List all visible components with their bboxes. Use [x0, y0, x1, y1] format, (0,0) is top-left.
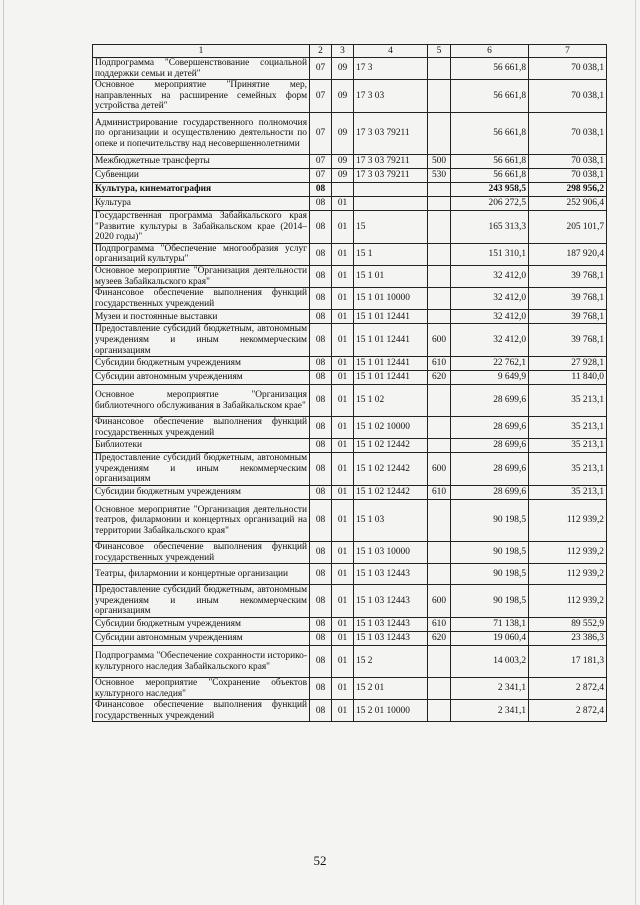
amount-2019-cell: 14 003,2 — [451, 646, 529, 678]
row-name-cell: Основное мероприятие "Принятие мер, направленных на расширение семейных форм устройства детей" — [93, 80, 310, 113]
amount-2019-cell: 206 272,5 — [451, 196, 529, 210]
amount-2020-cell: 70 038,1 — [529, 80, 607, 113]
section-code-cell: 01 — [332, 453, 354, 486]
expense-type-cell — [428, 439, 451, 453]
expense-type-cell — [428, 417, 451, 439]
target-article-cell: 15 1 01 12441 — [354, 371, 428, 385]
target-article-cell: 17 3 — [354, 58, 428, 80]
table-row — [93, 310, 607, 324]
grbs-code-cell: 08 — [310, 265, 332, 287]
grbs-code-cell: 08 — [310, 700, 332, 722]
amount-2020-cell: 35 213,1 — [529, 486, 607, 500]
amount-2019-cell: 56 661,8 — [451, 80, 529, 113]
target-article-cell — [354, 196, 428, 210]
amount-2019-cell: 56 661,8 — [451, 58, 529, 80]
grbs-code-cell: 08 — [310, 439, 332, 453]
expense-type-cell — [428, 542, 451, 564]
expense-type-cell: 500 — [428, 154, 451, 168]
table-row — [93, 210, 607, 243]
amount-2019-cell: 28 699,6 — [451, 417, 529, 439]
grbs-code-cell: 08 — [310, 646, 332, 678]
grbs-code-cell: 07 — [310, 168, 332, 182]
grbs-code-cell: 07 — [310, 58, 332, 80]
row-name-cell: Финансовое обеспечение выполнения функций государственных учреждений — [93, 417, 310, 439]
row-name-cell: Финансовое обеспечение выполнения функций государственных учреждений — [93, 288, 310, 310]
table-row — [93, 678, 607, 700]
row-name-cell: Субсидии бюджетным учреждениям — [93, 486, 310, 500]
section-code-cell: 01 — [332, 500, 354, 542]
amount-2019-cell: 28 699,6 — [451, 453, 529, 486]
table-row — [93, 500, 607, 542]
amount-2019-cell: 243 958,5 — [451, 182, 529, 196]
amount-2020-cell: 112 939,2 — [529, 500, 607, 542]
table-row — [93, 154, 607, 168]
target-article-cell: 15 1 02 12442 — [354, 486, 428, 500]
page-edge — [635, 0, 636, 905]
target-article-cell: 15 2 — [354, 646, 428, 678]
expense-type-cell: 610 — [428, 486, 451, 500]
target-article-cell: 15 1 03 12443 — [354, 618, 428, 632]
row-name-cell: Субвенции — [93, 168, 310, 182]
target-article-cell: 15 1 03 12443 — [354, 564, 428, 585]
grbs-code-cell: 08 — [310, 371, 332, 385]
amount-2020-cell: 70 038,1 — [529, 168, 607, 182]
expense-type-cell — [428, 210, 451, 243]
section-code-cell: 01 — [332, 196, 354, 210]
grbs-code-cell: 07 — [310, 80, 332, 113]
section-code-cell — [332, 182, 354, 196]
table-row — [93, 58, 607, 80]
amount-2020-cell: 2 872,4 — [529, 700, 607, 722]
table-row — [93, 385, 607, 417]
amount-2020-cell: 2 872,4 — [529, 678, 607, 700]
expense-type-cell: 600 — [428, 585, 451, 618]
amount-2019-cell: 32 412,0 — [451, 310, 529, 324]
row-name-cell: Государственная программа Забайкальского края "Развитие культуры в Забайкальском крае (2014–2020 годы)" — [93, 210, 310, 243]
section-code-cell: 01 — [332, 585, 354, 618]
row-name-cell: Предоставление субсидий бюджетным, автономным учреждениям и иным некоммерческим организациям — [93, 453, 310, 486]
row-name-cell: Субсидии автономным учреждениям — [93, 371, 310, 385]
amount-2020-cell: 39 768,1 — [529, 324, 607, 357]
target-article-cell: 15 1 01 — [354, 265, 428, 287]
expense-type-cell: 600 — [428, 453, 451, 486]
amount-2020-cell: 17 181,3 — [529, 646, 607, 678]
row-name-cell: Основное мероприятие "Организация деятельности музеев Забайкальского края" — [93, 265, 310, 287]
table-row — [93, 168, 607, 182]
section-code-cell: 01 — [332, 542, 354, 564]
page-edge — [3, 0, 4, 905]
section-code-cell: 09 — [332, 154, 354, 168]
amount-2020-cell: 39 768,1 — [529, 265, 607, 287]
grbs-code-cell: 08 — [310, 182, 332, 196]
target-article-cell: 17 3 03 79211 — [354, 154, 428, 168]
table-row — [93, 417, 607, 439]
amount-2020-cell: 70 038,1 — [529, 112, 607, 154]
expense-type-cell — [428, 646, 451, 678]
table-row — [93, 196, 607, 210]
row-name-cell: Подпрограмма "Обеспечение многообразия услуг организаций культуры" — [93, 243, 310, 265]
row-name-cell: Подпрограмма "Совершенствование социальной поддержки семьи и детей" — [93, 58, 310, 80]
section-code-cell: 09 — [332, 58, 354, 80]
expense-type-cell — [428, 385, 451, 417]
grbs-code-cell: 07 — [310, 154, 332, 168]
section-code-cell: 09 — [332, 168, 354, 182]
amount-2019-cell: 32 412,0 — [451, 265, 529, 287]
target-article-cell: 15 1 03 10000 — [354, 542, 428, 564]
expense-type-cell — [428, 112, 451, 154]
table-row — [93, 112, 607, 154]
target-article-cell: 15 1 02 10000 — [354, 417, 428, 439]
amount-2020-cell: 187 920,4 — [529, 243, 607, 265]
amount-2020-cell: 39 768,1 — [529, 310, 607, 324]
amount-2019-cell: 56 661,8 — [451, 168, 529, 182]
column-header: 6 — [451, 45, 529, 58]
grbs-code-cell: 08 — [310, 678, 332, 700]
section-code-cell: 09 — [332, 112, 354, 154]
section-code-cell: 01 — [332, 439, 354, 453]
row-name-cell: Субсидии автономным учреждениям — [93, 632, 310, 646]
target-article-cell: 15 1 — [354, 243, 428, 265]
row-name-cell: Библиотеки — [93, 439, 310, 453]
amount-2019-cell: 28 699,6 — [451, 486, 529, 500]
table-row — [93, 564, 607, 585]
section-code-cell: 09 — [332, 80, 354, 113]
amount-2020-cell: 112 939,2 — [529, 585, 607, 618]
table-row — [93, 700, 607, 722]
amount-2020-cell: 39 768,1 — [529, 288, 607, 310]
row-name-cell: Субсидии бюджетным учреждениям — [93, 618, 310, 632]
expense-type-cell: 600 — [428, 324, 451, 357]
target-article-cell: 15 1 01 12441 — [354, 357, 428, 371]
section-code-cell: 01 — [332, 324, 354, 357]
target-article-cell: 15 1 03 12443 — [354, 585, 428, 618]
expense-type-cell — [428, 310, 451, 324]
section-code-cell: 01 — [332, 357, 354, 371]
grbs-code-cell: 08 — [310, 585, 332, 618]
row-name-cell: Финансовое обеспечение выполнения функций государственных учреждений — [93, 542, 310, 564]
row-name-cell: Финансовое обеспечение выполнения функций государственных учреждений — [93, 700, 310, 722]
amount-2019-cell: 9 649,9 — [451, 371, 529, 385]
row-name-cell: Театры, филармонии и концертные организации — [93, 564, 310, 585]
column-header: 3 — [332, 45, 354, 58]
amount-2020-cell: 11 840,0 — [529, 371, 607, 385]
row-name-cell: Музеи и постоянные выставки — [93, 310, 310, 324]
expense-type-cell — [428, 265, 451, 287]
row-name-cell: Основное мероприятие "Сохранение объектов культурного наследия" — [93, 678, 310, 700]
section-code-cell: 01 — [332, 486, 354, 500]
target-article-cell: 15 1 03 — [354, 500, 428, 542]
section-code-cell: 01 — [332, 385, 354, 417]
section-code-cell: 01 — [332, 632, 354, 646]
amount-2020-cell: 70 038,1 — [529, 58, 607, 80]
column-header: 2 — [310, 45, 332, 58]
grbs-code-cell: 08 — [310, 210, 332, 243]
amount-2020-cell: 70 038,1 — [529, 154, 607, 168]
target-article-cell: 15 1 01 12441 — [354, 324, 428, 357]
row-name-cell: Подпрограмма "Обеспечение сохранности историко-культурного наследия Забайкальского края" — [93, 646, 310, 678]
section-code-cell: 01 — [332, 646, 354, 678]
amount-2019-cell: 90 198,5 — [451, 542, 529, 564]
grbs-code-cell: 08 — [310, 288, 332, 310]
row-name-cell: Предоставление субсидий бюджетным, автономным учреждениям и иным некоммерческим организациям — [93, 324, 310, 357]
expense-type-cell: 610 — [428, 618, 451, 632]
column-header: 5 — [428, 45, 451, 58]
grbs-code-cell: 08 — [310, 243, 332, 265]
expense-type-cell — [428, 80, 451, 113]
expense-type-cell: 620 — [428, 632, 451, 646]
amount-2020-cell: 27 928,1 — [529, 357, 607, 371]
amount-2019-cell: 22 762,1 — [451, 357, 529, 371]
table-row — [93, 486, 607, 500]
expense-type-cell: 610 — [428, 357, 451, 371]
row-name-cell: Основное мероприятие "Организация деятельности театров, филармонии и концертных организаций на территории Забайкальского края" — [93, 500, 310, 542]
section-code-cell: 01 — [332, 243, 354, 265]
budget-table — [92, 44, 607, 722]
amount-2020-cell: 252 906,4 — [529, 196, 607, 210]
amount-2019-cell: 165 313,3 — [451, 210, 529, 243]
section-code-cell: 01 — [332, 288, 354, 310]
grbs-code-cell: 08 — [310, 196, 332, 210]
target-article-cell: 15 1 01 10000 — [354, 288, 428, 310]
section-code-cell: 01 — [332, 700, 354, 722]
grbs-code-cell: 08 — [310, 486, 332, 500]
amount-2019-cell: 90 198,5 — [451, 564, 529, 585]
table-row — [93, 265, 607, 287]
grbs-code-cell: 08 — [310, 310, 332, 324]
expense-type-cell — [428, 500, 451, 542]
table-row — [93, 243, 607, 265]
target-article-cell: 15 2 01 10000 — [354, 700, 428, 722]
expense-type-cell: 620 — [428, 371, 451, 385]
target-article-cell: 17 3 03 — [354, 80, 428, 113]
grbs-code-cell: 07 — [310, 112, 332, 154]
amount-2019-cell: 19 060,4 — [451, 632, 529, 646]
target-article-cell — [354, 182, 428, 196]
row-name-cell: Культура — [93, 196, 310, 210]
target-article-cell: 17 3 03 79211 — [354, 112, 428, 154]
amount-2019-cell: 32 412,0 — [451, 324, 529, 357]
grbs-code-cell: 08 — [310, 324, 332, 357]
amount-2019-cell: 90 198,5 — [451, 500, 529, 542]
section-code-cell: 01 — [332, 618, 354, 632]
amount-2020-cell: 23 386,3 — [529, 632, 607, 646]
table-row — [93, 324, 607, 357]
target-article-cell: 15 1 02 12442 — [354, 439, 428, 453]
amount-2019-cell: 28 699,6 — [451, 439, 529, 453]
target-article-cell: 17 3 03 79211 — [354, 168, 428, 182]
grbs-code-cell: 08 — [310, 453, 332, 486]
grbs-code-cell: 08 — [310, 618, 332, 632]
amount-2019-cell: 28 699,6 — [451, 385, 529, 417]
table-row — [93, 453, 607, 486]
section-code-cell: 01 — [332, 265, 354, 287]
amount-2019-cell: 71 138,1 — [451, 618, 529, 632]
target-article-cell: 15 1 03 12443 — [354, 632, 428, 646]
grbs-code-cell: 08 — [310, 500, 332, 542]
amount-2019-cell: 2 341,1 — [451, 700, 529, 722]
expense-type-cell — [428, 182, 451, 196]
amount-2019-cell: 151 310,1 — [451, 243, 529, 265]
table-row — [93, 357, 607, 371]
grbs-code-cell: 08 — [310, 564, 332, 585]
table-row — [93, 646, 607, 678]
grbs-code-cell: 08 — [310, 357, 332, 371]
row-name-cell: Предоставление субсидий бюджетным, автономным учреждениям и иным некоммерческим организациям — [93, 585, 310, 618]
section-code-cell: 01 — [332, 564, 354, 585]
expense-type-cell — [428, 700, 451, 722]
row-name-cell: Культура, кинематография — [93, 182, 310, 196]
amount-2020-cell: 35 213,1 — [529, 385, 607, 417]
grbs-code-cell: 08 — [310, 385, 332, 417]
section-code-cell: 01 — [332, 371, 354, 385]
section-code-cell: 01 — [332, 310, 354, 324]
target-article-cell: 15 2 01 — [354, 678, 428, 700]
table-row — [93, 288, 607, 310]
target-article-cell: 15 1 02 12442 — [354, 453, 428, 486]
amount-2020-cell: 205 101,7 — [529, 210, 607, 243]
amount-2020-cell: 89 552,9 — [529, 618, 607, 632]
table-row — [93, 371, 607, 385]
grbs-code-cell: 08 — [310, 542, 332, 564]
table-row — [93, 618, 607, 632]
table-row — [93, 542, 607, 564]
amount-2019-cell: 56 661,8 — [451, 154, 529, 168]
row-name-cell: Межбюджетные трансферты — [93, 154, 310, 168]
section-code-cell: 01 — [332, 417, 354, 439]
table-row — [93, 439, 607, 453]
table-row — [93, 80, 607, 113]
expense-type-cell — [428, 678, 451, 700]
amount-2020-cell: 35 213,1 — [529, 453, 607, 486]
grbs-code-cell: 08 — [310, 417, 332, 439]
table-row — [93, 182, 607, 196]
expense-type-cell — [428, 58, 451, 80]
expense-type-cell — [428, 196, 451, 210]
expense-type-cell — [428, 564, 451, 585]
expense-type-cell: 530 — [428, 168, 451, 182]
amount-2019-cell: 2 341,1 — [451, 678, 529, 700]
section-code-cell: 01 — [332, 210, 354, 243]
grbs-code-cell: 08 — [310, 632, 332, 646]
row-name-cell: Субсидии бюджетным учреждениям — [93, 357, 310, 371]
amount-2020-cell: 35 213,1 — [529, 417, 607, 439]
expense-type-cell — [428, 288, 451, 310]
table-header-row — [93, 45, 607, 58]
page-number: 52 — [313, 853, 327, 868]
table-row — [93, 632, 607, 646]
column-header: 7 — [529, 45, 607, 58]
amount-2020-cell: 35 213,1 — [529, 439, 607, 453]
row-name-cell: Основное мероприятие "Организация библиотечного обслуживания в Забайкальском крае" — [93, 385, 310, 417]
column-header: 1 — [93, 45, 310, 58]
target-article-cell: 15 — [354, 210, 428, 243]
amount-2019-cell: 90 198,5 — [451, 585, 529, 618]
row-name-cell: Администрирование государственного полномочия по организации и осуществлению деятельности по опеке и попечительству над несовершеннолетними — [93, 112, 310, 154]
column-header: 4 — [354, 45, 428, 58]
target-article-cell: 15 1 01 12441 — [354, 310, 428, 324]
target-article-cell: 15 1 02 — [354, 385, 428, 417]
amount-2019-cell: 56 661,8 — [451, 112, 529, 154]
amount-2020-cell: 112 939,2 — [529, 542, 607, 564]
amount-2020-cell: 298 956,2 — [529, 182, 607, 196]
table-row — [93, 585, 607, 618]
amount-2020-cell: 112 939,2 — [529, 564, 607, 585]
expense-type-cell — [428, 243, 451, 265]
section-code-cell: 01 — [332, 678, 354, 700]
amount-2019-cell: 32 412,0 — [451, 288, 529, 310]
